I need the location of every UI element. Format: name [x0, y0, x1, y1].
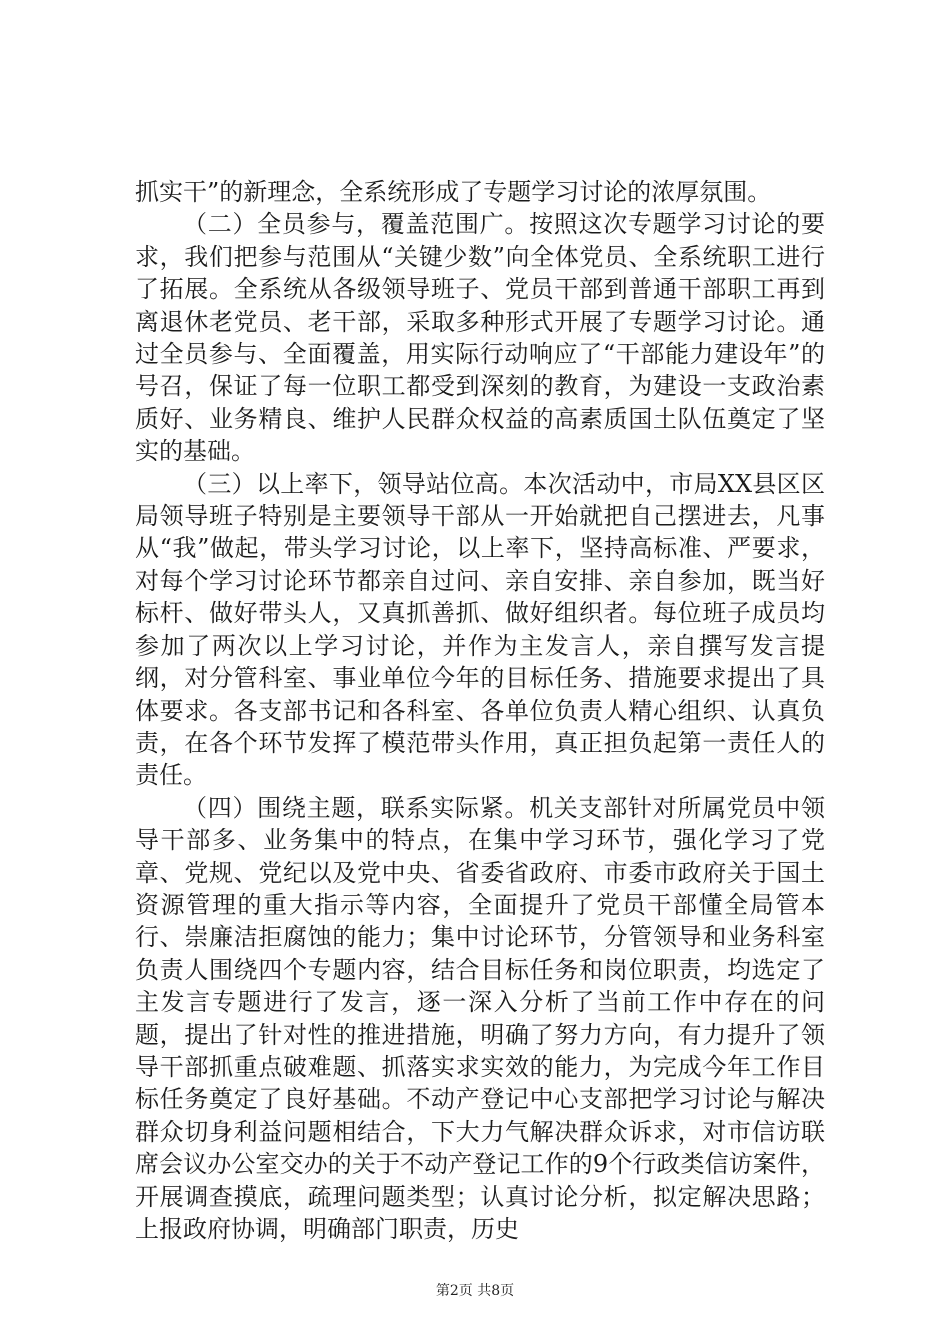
- paragraph-leadership: （三）以上率下，领导站位高。本次活动中，市局XX县区区局领导班子特别是主要领导干部从一开始就把自己摆进去，凡事从“我”做起，带头学习讨论，以上率下，坚持高标准、严要求，对每个学习讨论环节都亲自过问、亲自安排、亲自参加，既当好标杆、做好带头人，又真抓善抓、做好组织者。每位班子成员均参加了两次以上学习讨论，并作为主发言人，亲自撰写发言提纲，对分管科室、事业单位今年的目标任务、措施要求提出了具体要求。各支部书记和各科室、各单位负责人精心组织、认真负责，在各个环节发挥了模范带头作用，真正担负起第一责任人的责任。: [135, 469, 825, 790]
- paragraph-full-participation: （二）全员参与，覆盖范围广。按照这次专题学习讨论的要求，我们把参与范围从“关键少数”向全体党员、全系统职工进行了拓展。全系统从各级领导班子、党员干部到普通干部职工再到离退休老党员、老干部，采取多种形式开展了专题学习讨论。通过全员参与、全面覆盖，用实际行动响应了“干部能力建设年”的号召，保证了每一位职工都受到深刻的教育，为建设一支政治素质好、业务精良、维护人民群众权益的高素质国土队伍奠定了坚实的基础。: [135, 210, 825, 466]
- paragraph-theme-practice: （四）围绕主题，联系实际紧。机关支部针对所属党员中领导干部多、业务集中的特点，在集中学习环节，强化学习了党章、党规、党纪以及党中央、省委省政府、市委市政府关于国土资源管理的重大指示等内容，全面提升了党员干部懂全局管本行、崇廉洁拒腐蚀的能力；集中讨论环节，分管领导和业务科室负责人围绕四个专题内容，结合目标任务和岗位职责，均选定了主发言专题进行了发言，逐一深入分析了当前工作中存在的问题，提出了针对性的推进措施，明确了努力方向，有力提升了领导干部抓重点破难题、抓落实求实效的能力，为完成今年工作目标任务奠定了良好基础。不动产登记中心支部把学习讨论与解决群众切身利益问题相结合，下大力气解决群众诉求，对市信访联席会议办公室交办的关于不动产登记工作的9个行政类信访案件，开展调查摸底，疏理问题类型；认真讨论分析，拟定解决思路；上报政府协调，明确部门职责，历史: [135, 793, 825, 1243]
- document-body: [135, 176, 825, 1245]
- page-footer: 第2页 共8页: [435, 1283, 515, 1299]
- paragraph-continuation: 抓实干”的新理念，全系统形成了专题学习讨论的浓厚氛围。: [135, 178, 772, 206]
